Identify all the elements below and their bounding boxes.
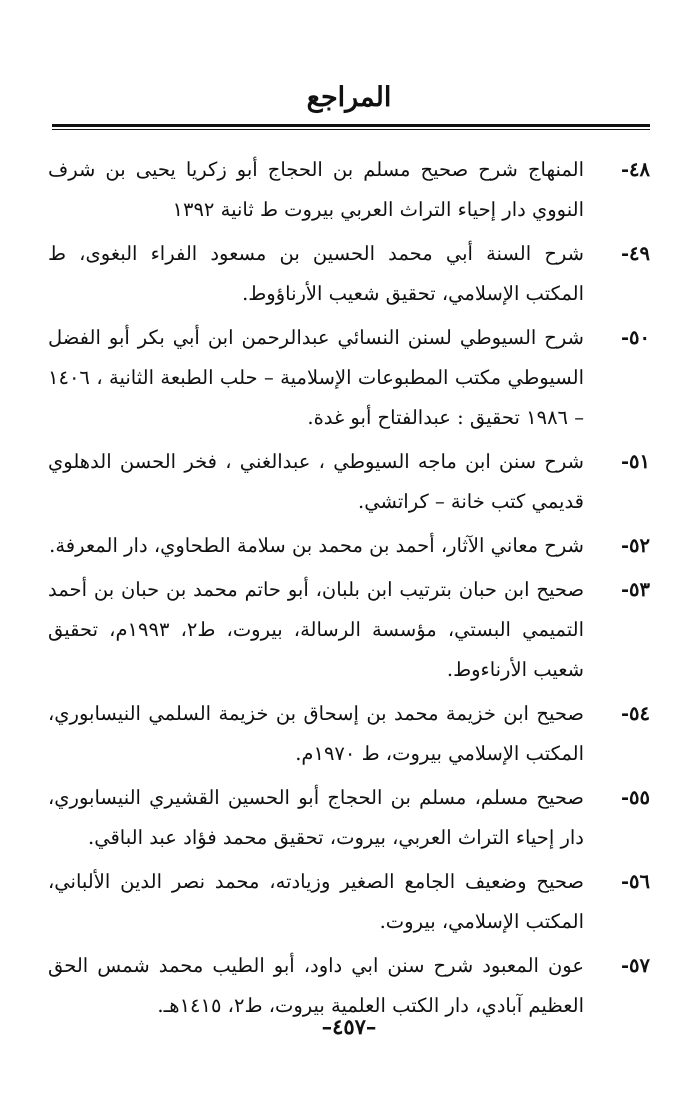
references-list (48, 150, 650, 1030)
reference-item (48, 150, 650, 230)
reference-text: شرح سنن ابن ماجه السيوطي ، عبدالغني ، فخر الحسن الدهلوي قديمي كتب خانة – كراتشي. (48, 450, 584, 513)
page-number: –٤٥٧– (321, 1014, 377, 1039)
reference-number: ٥٤- (620, 702, 650, 725)
reference-number: ٥٥- (620, 786, 650, 809)
reference-text: صحيح ابن حبان بترتيب ابن بلبان، أبو حاتم محمد بن حبان بن أحمد التميمي البستي، مؤسسة الرسالة، بيروت، ط٢، ١٩٩٣م، تحقيق شعيب الأرناءوط. (48, 578, 584, 681)
reference-number: ٥٧- (620, 954, 650, 977)
reference-number: ٥٢- (620, 534, 650, 557)
reference-item (48, 570, 650, 690)
reference-number: ٥١- (620, 450, 650, 473)
reference-text: شرح معاني الآثار، أحمد بن محمد بن سلامة الطحاوي، دار المعرفة. (49, 534, 584, 557)
reference-number: ٤٨- (620, 158, 650, 181)
reference-text: شرح السنة أبي محمد الحسين بن مسعود الفراء البغوى، ط المكتب الإسلامي، تحقيق شعيب الأرناؤوط. (48, 242, 584, 305)
reference-item (48, 318, 650, 438)
reference-text: عون المعبود شرح سنن ابي داود، أبو الطيب محمد شمس الحق العظيم آبادي، دار الكتب العلمية بيروت، ط٢، ١٤١٥هـ. (48, 954, 584, 1017)
reference-number: ٥٦- (620, 870, 650, 893)
reference-item (48, 234, 650, 314)
reference-number: ٤٩- (620, 242, 650, 265)
reference-item (48, 862, 650, 942)
reference-number: ٥٣- (620, 578, 650, 601)
reference-text: المنهاج شرح صحيح مسلم بن الحجاج أبو زكريا يحيى بن شرف النووي دار إحياء التراث العربي بيروت ط ثانية ١٣٩٢ (48, 158, 584, 221)
reference-text: صحيح وضعيف الجامع الصغير وزيادته، محمد نصر الدين الألباني، المكتب الإسلامي، بيروت. (48, 870, 584, 933)
reference-item (48, 526, 650, 566)
reference-text: صحيح ابن خزيمة محمد بن إسحاق بن خزيمة السلمي النيسابوري، المكتب الإسلامي بيروت، ط ١٩٧٠م. (48, 702, 584, 765)
header-rule-thick (52, 124, 650, 127)
reference-text: شرح السيوطي لسنن النسائي عبدالرحمن ابن أبي بكر أبو الفضل السيوطي مكتب المطبوعات الإسلامية – حلب الطبعة الثانية ، ١٤٠٦ – ١٩٨٦ تحقيق : عبدالفتاح أبو غدة. (48, 326, 584, 429)
reference-number: ٥٠- (620, 326, 650, 349)
header-rule-thin (52, 129, 650, 130)
reference-text: صحيح مسلم، مسلم بن الحجاج أبو الحسين القشيري النيسابوري، دار إحياء التراث العربي، بيروت، تحقيق محمد فؤاد عبد الباقي. (48, 786, 584, 849)
page-title: المراجع (306, 82, 392, 113)
reference-item (48, 442, 650, 522)
reference-item (48, 778, 650, 858)
reference-item (48, 694, 650, 774)
